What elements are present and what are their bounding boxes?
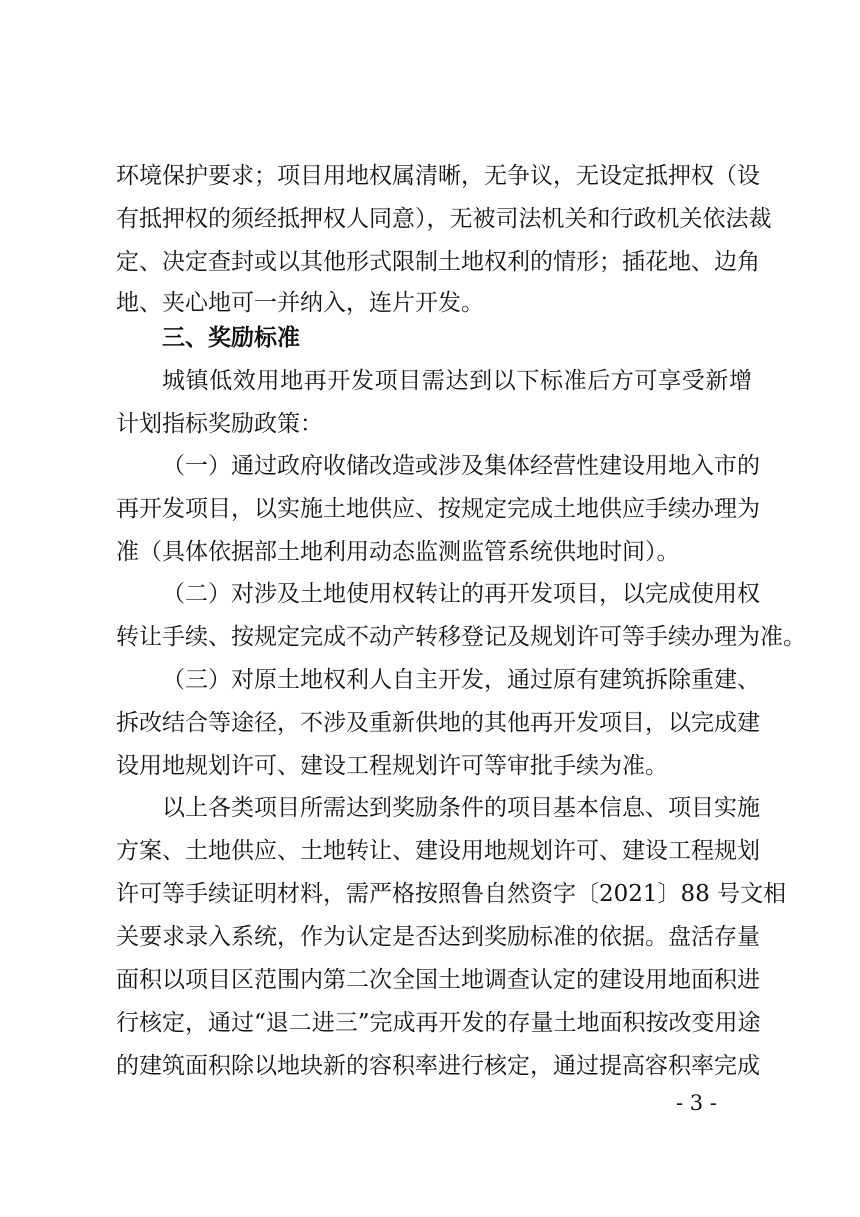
text-line: 再开发项目，以实施土地供应、按规定完成土地供应手续办理为: [116, 496, 760, 522]
text-line: （三）对原土地权利人自主开发，通过原有建筑拆除重建、: [162, 667, 760, 693]
section-heading: 三、奖励标准: [162, 325, 300, 351]
text-line: 拆改结合等途径，不涉及重新供地的其他再开发项目，以完成建: [116, 710, 760, 736]
text-line: 面积以项目区范围内第二次全国土地调查认定的建设用地面积进: [116, 967, 760, 993]
text-line: 地、夹心地可一并纳入，连片开发。: [116, 290, 484, 316]
text-line: 城镇低效用地再开发项目需达到以下标准后方可享受新增: [162, 368, 752, 394]
text-line: 以上各类项目所需达到奖励条件的项目基本信息、项目实施: [162, 795, 760, 821]
text-line: 关要求录入系统，作为认定是否达到奖励标准的依据。盘活存量: [116, 924, 760, 950]
text-line: 有抵押权的须经抵押权人同意），无被司法机关和行政机关依法裁: [116, 206, 772, 232]
text-line: 许可等手续证明材料，需严格按照鲁自然资字〔2021〕88 号文相: [116, 881, 787, 907]
text-line: 准（具体依据部土地利用动态监测监管系统供地时间）。: [116, 539, 680, 565]
text-line: 定、决定查封或以其他形式限制土地权利的情形；插花地、边角: [116, 249, 760, 275]
page-number: - 3 -: [676, 1091, 717, 1115]
text-line: 环境保护要求；项目用地权属清晰，无争议，无设定抵押权（设: [116, 163, 760, 189]
text-line: （一）通过政府收储改造或涉及集体经营性建设用地入市的: [162, 453, 760, 479]
text-line: 设用地规划许可、建设工程规划许可等审批手续为准。: [116, 753, 668, 779]
text-line: 的建筑面积除以地块新的容积率进行核定，通过提高容积率完成: [116, 1053, 760, 1079]
text-line: 转让手续、按规定完成不动产转移登记及规划许可等手续办理为准。: [116, 624, 806, 650]
text-line: （二）对涉及土地使用权转让的再开发项目，以完成使用权: [162, 581, 760, 607]
text-line: 方案、土地供应、土地转让、建设用地规划许可、建设工程规划: [116, 838, 760, 864]
text-line: 行核定，通过“退二进三”完成再开发的存量土地面积按改变用途: [116, 1010, 761, 1036]
text-line: 计划指标奖励政策：: [116, 411, 323, 437]
